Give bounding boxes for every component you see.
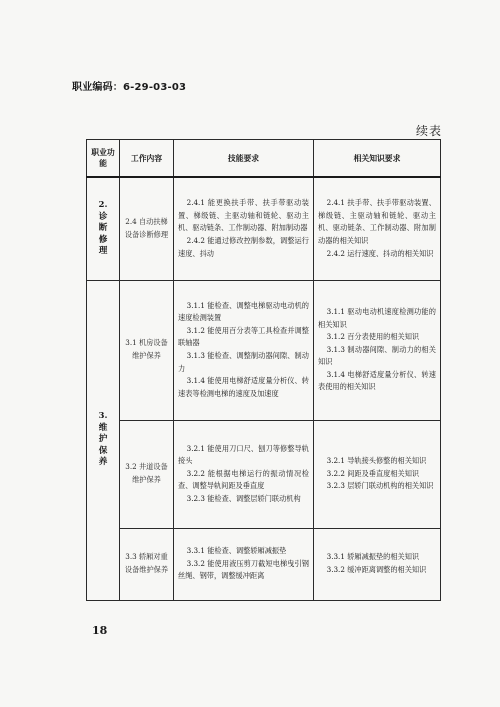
function-cell: 2. 诊 断 修 理 xyxy=(87,177,120,280)
skill-item: 3.3.2 能使用液压剪刀截短电梯曳引钢丝绳、钢带，调整缓冲距离 xyxy=(178,558,309,581)
knowledge-item: 3.3.1 轿厢减振垫的相关知识 xyxy=(326,552,420,562)
header-knowledge: 相关知识要求 xyxy=(314,140,441,178)
work-cell: 3.2 井道设备维护保养 xyxy=(120,420,174,528)
skill-item: 3.1.1 能检查、调整电梯驱动电动机的速度检测装置 xyxy=(178,300,309,323)
skill-item: 3.3.1 能检查、调整轿厢减振垫 xyxy=(186,546,287,556)
table-row xyxy=(87,177,441,280)
page-number: 18 xyxy=(92,624,108,637)
header-skills: 技能要求 xyxy=(174,140,314,178)
skill-item: 3.1.4 能使用电梯舒适度量分析仪、转速表等检测电梯的速度及加速度 xyxy=(178,376,309,398)
skill-item: 2.4.2 能通过修改控制参数，调整运行速度、抖动 xyxy=(178,236,309,258)
knowledge-item: 2.4.1 扶手带、扶手带驱动装置、梯级链、主驱动轴和链轮、驱动主机、驱动链条、工作制动器、附加制动器的相关知识 xyxy=(318,198,436,246)
header-function: 职业功能 xyxy=(87,140,120,178)
occupation-code: 职业编码：6-29-03-03 xyxy=(72,82,187,93)
knowledge-cell xyxy=(314,177,441,280)
knowledge-item: 3.2.2 间距及垂直度相关知识 xyxy=(326,468,420,478)
skill-item: 3.2.2 能根据电梯运行的振动情况检查、调整导轨间距及垂直度 xyxy=(178,468,309,491)
knowledge-item: 3.1.3 制动器间隙、制动力的相关知识 xyxy=(318,344,436,367)
skill-item: 3.2.1 能使用刀口尺、刨刀等修整导轨接头 xyxy=(178,443,309,466)
skill-item: 3.2.3 能检查、调整层轿门联动机构 xyxy=(186,493,301,503)
work-cell: 2.4 自动扶梯设备诊断修理 xyxy=(120,177,174,280)
knowledge-cell xyxy=(314,528,441,600)
header-work: 工作内容 xyxy=(120,140,174,178)
work-cell: 3.3 轿厢对重设备维护保养 xyxy=(120,528,174,600)
function-cell: 3. 维 护 保 养 xyxy=(87,280,120,600)
knowledge-item: 3.2.1 导轨接头修整的相关知识 xyxy=(326,456,427,466)
knowledge-item: 2.4.2 运行速度、抖动的相关知识 xyxy=(326,248,434,258)
skills-cell xyxy=(174,528,314,600)
skill-item: 3.1.3 能检查、调整制动器间隙、制动力 xyxy=(178,351,309,373)
knowledge-cell xyxy=(314,420,441,528)
knowledge-item: 3.3.2 缓冲距离调整的相关知识 xyxy=(326,565,427,574)
knowledge-item: 3.1.1 驱动电动机速度检测功能的相关知识 xyxy=(318,306,436,329)
knowledge-item: 3.1.2 百分表使用的相关知识 xyxy=(326,332,420,342)
table-row xyxy=(87,420,441,528)
skills-cell xyxy=(174,280,314,420)
knowledge-item: 3.1.4 电梯舒适度量分析仪、转速表使用的相关知识 xyxy=(318,369,436,392)
skill-item: 3.1.2 能使用百分表等工具检查并调整联轴器 xyxy=(178,325,309,348)
continued-label: 续表 xyxy=(415,124,442,138)
knowledge-item: 3.2.3 层轿门联动机构的相关知识 xyxy=(326,481,434,491)
table-header-row xyxy=(87,140,441,178)
knowledge-cell xyxy=(314,280,441,420)
skill-item: 2.4.1 能更换扶手带、扶手带驱动装置、梯级链、主驱动轴和链轮、驱动主机、驱动链条、工作制动器、附加制动器 xyxy=(178,198,309,233)
table-row xyxy=(87,528,441,600)
skills-cell xyxy=(174,420,314,528)
skills-table xyxy=(86,139,441,601)
table-row xyxy=(87,280,441,420)
skills-cell xyxy=(174,177,314,280)
work-cell: 3.1 机房设备维护保养 xyxy=(120,280,174,420)
